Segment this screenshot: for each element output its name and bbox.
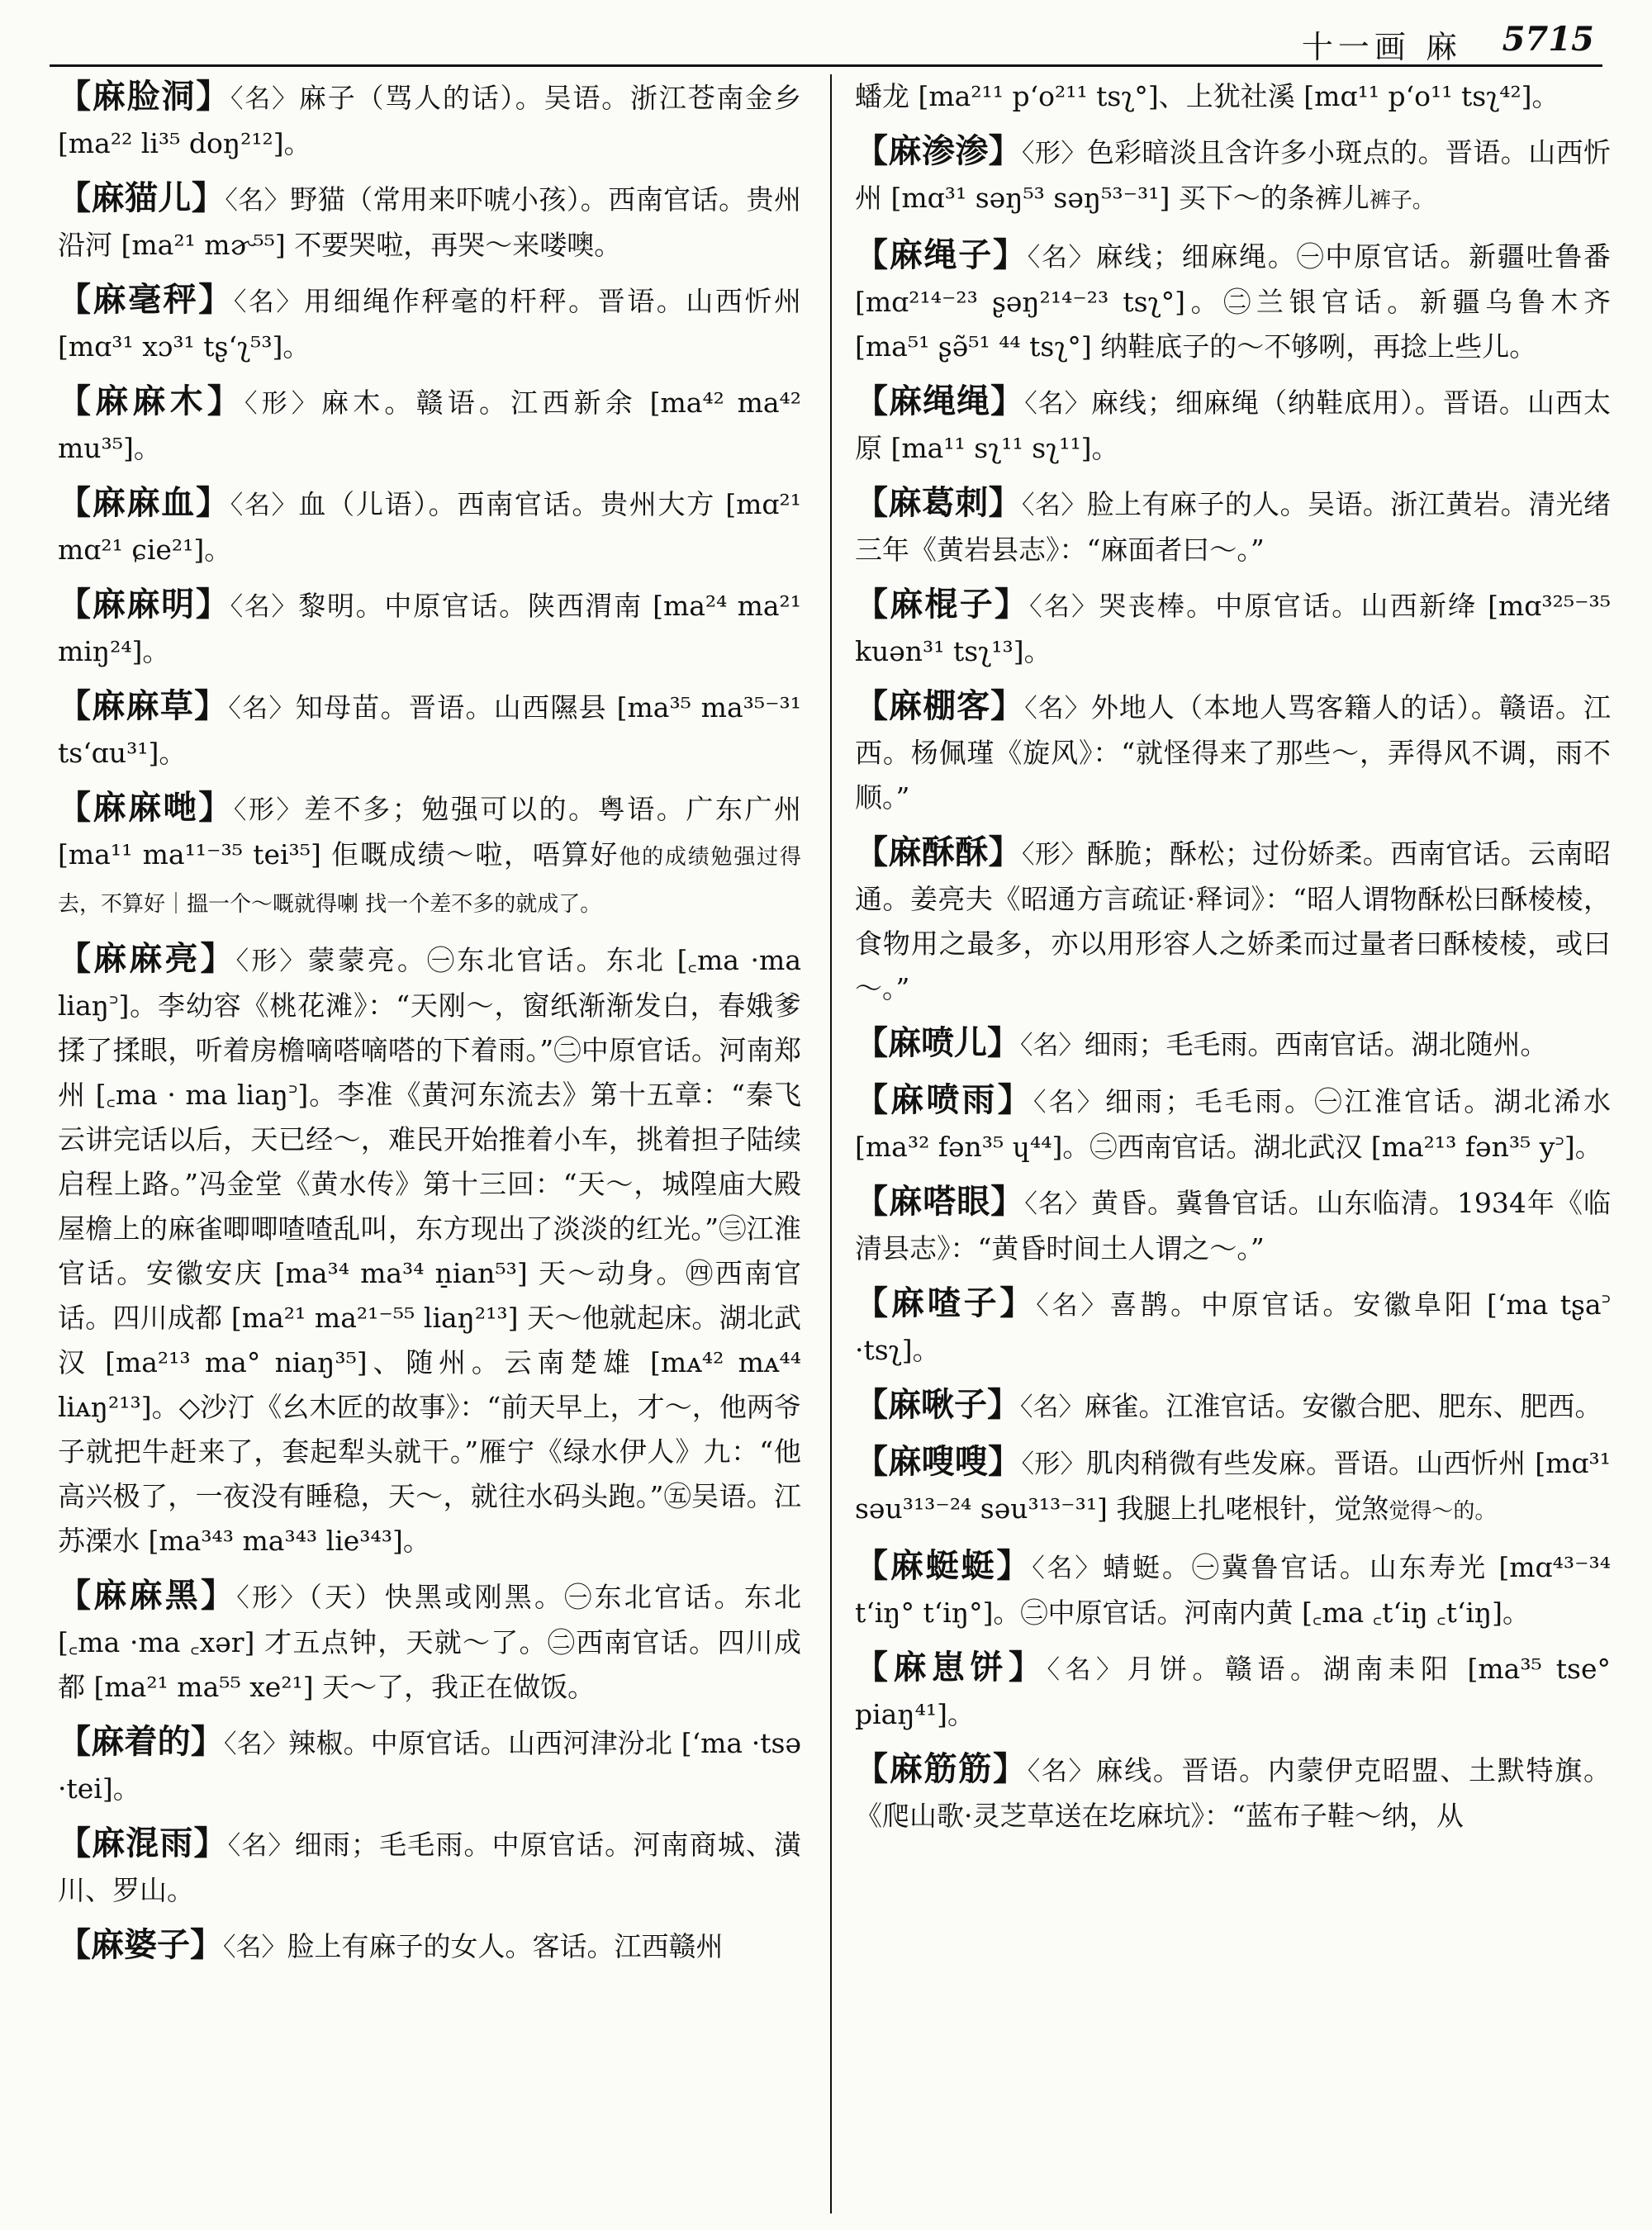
dictionary-entry [58,1720,801,1811]
part-of-speech: 〈名〉 [1022,491,1087,520]
entry-gloss: 觉得～的。 [1389,1499,1497,1524]
entry-definition: 细雨；毛毛雨。中原官话。河南商城、潢川、罗山。 [58,1829,801,1906]
entry-headword: 【麻着的】 [58,1722,225,1761]
dictionary-entry [855,582,1611,674]
entry-headword: 【麻麻哋】 [58,788,234,827]
dictionary-entry [58,176,801,268]
part-of-speech: 〈形〉 [1022,840,1087,870]
entry-definition: （天）快黑或刚黑。㊀东北官话。东北 [꜀ma ·ma ꜀xər] 才五点钟，天就～了。㊁西南官话。四川成都 [ma²¹ ma⁵⁵ xe²¹] 天～了，我正在做饭。 [58,1581,801,1703]
dictionary-entry [855,1281,1611,1373]
page-header [50,17,1602,67]
part-of-speech: 〈名〉 [1024,694,1091,724]
entry-headword: 【麻麻血】 [58,483,230,522]
entry-definition: 蟠龙 [ma²¹¹ pʻo²¹¹ tsʅ°]、上犹社溪 [mɑ¹¹ pʻo¹¹ tsʅ⁴²]。 [855,80,1559,112]
entry-definition: 月饼。赣语。湖南耒阳 [ma³⁵ tse° piaŋ⁴¹]。 [855,1653,1611,1730]
entry-headword: 【麻绳绳】 [855,382,1025,420]
entry-definition: 麻木。赣语。江西新余 [ma⁴² ma⁴² mu³⁵]。 [58,387,801,464]
left-column [58,74,801,2213]
entry-headword: 【麻麻木】 [58,382,244,420]
section-label: 十一画 麻 [1301,29,1462,65]
part-of-speech: 〈名〉 [1027,1757,1096,1786]
part-of-speech: 〈名〉 [1036,1291,1110,1321]
part-of-speech: 〈名〉 [1047,1655,1127,1685]
entry-definition: 麻线。晋语。内蒙伊克昭盟、土默特旗。《爬山歌·灵芝草送在圪麻坑》：“蓝布子鞋～纳，从 [855,1754,1611,1832]
part-of-speech: 〈名〉 [228,694,296,724]
entry-headword: 【麻蜓蜓】 [855,1546,1032,1585]
entry-definition: 知母苗。晋语。山西隰县 [ma³⁵ ma³⁵⁻³¹ tsʻɑu³¹]。 [58,691,801,769]
entry-headword: 【麻棚客】 [855,686,1025,725]
dictionary-entry [855,1383,1611,1430]
dictionary-entry [58,1821,801,1913]
entry-definition: 脸上有麻子的女人。客话。江西赣州 [287,1930,724,1962]
entry-headword: 【麻酥酥】 [855,833,1023,871]
right-column [855,74,1611,2213]
entry-headword: 【麻喷儿】 [855,1023,1020,1062]
entry-definition: 野猫（常用来吓唬小孩）。西南官话。贵州沿河 [ma²¹ mɚ⁵⁵] 不要哭啦，再哭～来喽噢。 [58,183,801,261]
entry-definition: 哭丧棒。中原官话。山西新绛 [mɑ³²⁵⁻³⁵ kuən³¹ tsʅ¹³]。 [855,590,1611,667]
entry-definition: 外地人（本地人骂客籍人的话）。赣语。江西。杨佩瑾《旋风》：“就怪得来了那些～，弄得风不调，雨不顺。” [855,691,1611,814]
dictionary-entry [855,1078,1611,1170]
entry-gloss: 裤子。 [1369,188,1434,213]
entry-definition: 蒙蒙亮。㊀东北官话。东北 [꜀ma ·ma liaŋ꜄]。李幼容《桃花滩》：“天刚～，窗纸渐渐发白，春娥爹揉了揉眼，听着房檐嘀嗒嘀嗒的下着雨。”㊁中原官话。河南郑州 [꜀ma · ma liaŋ꜄]。李准《黄河东流去》第十五章：“秦飞云讲完话以后，天已经～，难民开始推着小车，挑着担子陆续启程上路。”冯金堂《黄水传》第十三回：“天～，城隍庙大殿屋檐上的麻雀唧唧喳喳乱叫，东方现出了淡淡的红光。”㊂江淮官话。安徽安庆 [ma³⁴ ma³⁴ n̠ian⁵³] 天～动身。㊃西南官话。四川成都 [ma²¹ ma²¹⁻⁵⁵ liaŋ²¹³] 天～他就起床。湖北武汉 [ma²¹³ ma° niaŋ³⁵]、随州。云南楚雄 [mᴀ⁴² mᴀ⁴⁴ liᴀŋ²¹³]。◇沙汀《幺木匠的故事》：“前天早上，才～，他两爷子就把牛赶来了，套起犁头就干。”雁宁《绿水伊人》九：“他高兴极了，一夜没有睡稳，天～，就往水码头跑。”㊄吴语。江苏溧水 [ma³⁴³ ma³⁴³ lie³⁴³]。 [58,944,801,1557]
part-of-speech: 〈形〉 [1022,139,1087,168]
dictionary-entry [58,937,801,1563]
entry-headword: 【麻毫秤】 [58,280,234,319]
entry-definition: 色彩暗淡且含许多小斑点的。晋语。山西忻州 [mɑ³¹ səŋ⁵³ səŋ⁵³⁻³¹] 买下～的条裤儿 [855,136,1611,214]
entry-definition: 细雨；毛毛雨。㊀江淮官话。湖北浠水 [ma³² fən³⁵ ɥ⁴⁴]。㊁西南官话。湖北武汉 [ma²¹³ fən³⁵ y꜄]。 [855,1085,1611,1163]
part-of-speech: 〈形〉 [235,947,308,976]
entry-definition: 麻雀。江淮官话。安徽合肥、肥东、肥西。 [1084,1390,1602,1422]
page-number: 5715 [1502,20,1594,59]
entry-definition: 蜻蜓。㊀冀鲁官话。山东寿光 [mɑ⁴³⁻³⁴ tʻiŋ° tʻiŋ°]。㊁中原官话。河南内黄 [꜀ma ꜀tʻiŋ ꜀tʻiŋ]。 [855,1551,1611,1629]
entry-definition: 细雨；毛毛雨。西南官话。湖北随州。 [1084,1028,1548,1060]
entry-definition: 血（儿语）。西南官话。贵州大方 [mɑ²¹ mɑ²¹ ɕie²¹]。 [58,488,801,566]
entry-headword: 【麻麻亮】 [58,939,236,978]
entry-headword: 【麻喷雨】 [855,1080,1033,1119]
part-of-speech: 〈名〉 [1020,1393,1085,1422]
entry-headword: 【麻麻明】 [58,585,230,624]
entry-headword: 【麻脸洞】 [58,77,230,116]
entry-headword: 【麻嗖嗖】 [855,1442,1022,1481]
dictionary-entry [855,1440,1611,1534]
entry-definition: 脸上有麻子的人。吴语。浙江黄岩。清光绪三年《黄岩县志》：“麻面者曰～。” [855,488,1611,566]
part-of-speech: 〈名〉 [1032,1554,1104,1583]
entry-definition: 麻线；细麻绳（纳鞋底用）。晋语。山西太原 [ma¹¹ sʅ¹¹ sʅ¹¹]。 [855,387,1611,464]
dictionary-entry [855,1179,1611,1271]
dictionary-entry [58,785,801,927]
entry-headword: 【麻混雨】 [58,1824,228,1862]
dictionary-entry [58,74,801,166]
entry-definition: 喜鹊。中原官话。安徽阜阳 [ʻma tʂa꜄ ·tsʅ]。 [855,1288,1611,1366]
dictionary-entry [58,1573,801,1710]
entry-headword: 【麻猫儿】 [58,178,225,217]
dictionary-entry [855,684,1611,820]
dictionary-entry [855,1645,1611,1737]
part-of-speech: 〈形〉 [233,795,304,825]
entry-headword: 【麻嗒眼】 [855,1182,1025,1221]
part-of-speech: 〈名〉 [233,287,304,317]
dictionary-entry [855,481,1611,572]
entry-definition: 差不多；勉强可以的。粤语。广东广州 [ma¹¹ ma¹¹⁻³⁵ tei³⁵] 佢嘅成绩～啦，唔算好 [58,793,801,871]
entry-headword: 【麻婆子】 [58,1925,223,1964]
part-of-speech: 〈名〉 [1027,243,1096,273]
part-of-speech: 〈名〉 [230,491,299,520]
entry-gloss: 他的成绩勉强过得去，不算好｜搵一个～嘅就得喇 找一个差不多的就成了。 [58,845,801,917]
dictionary-entry [855,1021,1611,1068]
dictionary-entry [58,1923,801,1970]
part-of-speech: 〈名〉 [1024,389,1091,419]
part-of-speech: 〈形〉 [1021,1450,1086,1479]
entry-headword: 【麻崽饼】 [855,1648,1047,1687]
entry-headword: 【麻棍子】 [855,585,1030,624]
entry-definition: 黄昏。冀鲁官话。山东临清。1934年《临清县志》：“黄昏时间土人谓之～。” [855,1187,1611,1264]
part-of-speech: 〈名〉 [223,1933,287,1962]
dictionary-entry [855,1747,1611,1839]
entry-headword: 【麻筋筋】 [855,1749,1028,1788]
dictionary-entry [58,684,801,776]
entry-headword: 【麻啾子】 [855,1385,1020,1424]
entry-headword: 【麻麻草】 [58,686,229,725]
entry-definition: 用细绳作秤毫的杆秤。晋语。山西忻州 [mɑ³¹ xɔ³¹ tʂʻʅ⁵³]。 [58,285,801,363]
entry-headword: 【麻绳子】 [855,235,1028,274]
entry-definition: 黎明。中原官话。陕西渭南 [ma²⁴ ma²¹ miŋ²⁴]。 [58,590,801,667]
dictionary-entry [58,582,801,674]
part-of-speech: 〈名〉 [227,1831,295,1861]
columns [58,74,1611,2213]
part-of-speech: 〈名〉 [1032,1088,1105,1117]
part-of-speech: 〈名〉 [1024,1189,1092,1219]
dictionary-entry [855,233,1611,369]
dictionary-entry [58,481,801,572]
part-of-speech: 〈名〉 [225,186,291,216]
entry-headword: 【麻渗渗】 [855,131,1023,170]
entry-definition: 酥脆；酥松；过份娇柔。西南官话。云南昭通。姜亮夫《昭通方言疏证·释词》：“昭人谓物酥松曰酥棱棱，食物用之最多，亦以用形容人之娇柔而过量者曰酥棱棱，或曰～。” [855,837,1611,1004]
entry-headword: 【麻喳子】 [855,1283,1037,1322]
dictionary-entry [855,129,1611,223]
part-of-speech: 〈名〉 [1020,1031,1085,1060]
entry-definition: 肌肉稍微有些发麻。晋语。山西忻州 [mɑ³¹ səu³¹³⁻²⁴ səu³¹³⁻³¹] 我腿上扎咾根针，觉煞 [855,1447,1611,1525]
dictionary-entry [855,379,1611,471]
entry-headword: 【麻麻黑】 [58,1576,237,1615]
entry-headword: 【麻葛刺】 [855,483,1023,522]
part-of-speech: 〈形〉 [236,1583,309,1613]
dictionary-entry [58,278,801,369]
part-of-speech: 〈形〉 [244,389,322,419]
dictionary-entry [58,379,801,471]
part-of-speech: 〈名〉 [230,84,299,114]
dictionary-entry [855,74,1611,119]
part-of-speech: 〈名〉 [230,592,299,622]
part-of-speech: 〈名〉 [224,1729,289,1759]
entry-definition: 麻线；细麻绳。㊀中原官话。新疆吐鲁番 [mɑ²¹⁴⁻²³ ʂəŋ²¹⁴⁻²³ tsʅ°]。㊁兰银官话。新疆乌鲁木齐 [ma⁵¹ ʂə̃⁵¹ ⁴⁴ tsʅ°] 纳鞋底子的～不够咧，再捻上些儿。 [855,240,1611,363]
entry-definition: 麻子（骂人的话）。吴语。浙江苍南金乡 [ma²² li³⁵ doŋ²¹²]。 [58,82,801,159]
part-of-speech: 〈名〉 [1029,592,1099,622]
dictionary-entry [855,830,1611,1011]
column-divider [830,74,832,2213]
entry-definition: 辣椒。中原官话。山西河津汾北 [ʻma ·tsə ·tei]。 [58,1727,801,1805]
dictionary-entry [855,1544,1611,1635]
